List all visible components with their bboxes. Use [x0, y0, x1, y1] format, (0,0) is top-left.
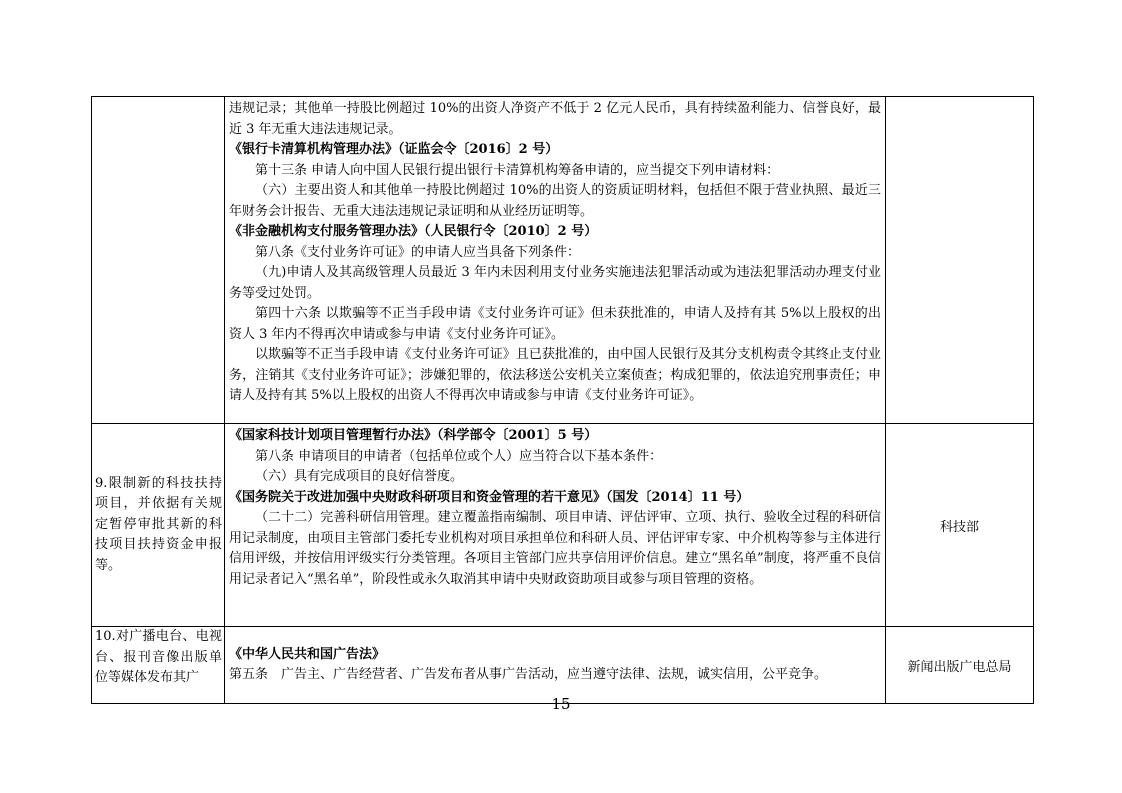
table-row [92, 424, 1034, 627]
page-number: 15 [551, 695, 571, 713]
basis-cell [225, 97, 886, 424]
text-line: 第八条 申请项目的申请者（包括单位或个人）应当符合以下基本条件： [255, 448, 663, 464]
text-line: 第四十六条 以欺骗等不正当手段申请《支付业务许可证》但未获批准的，申请人及持有其 5%以上股权的出资人 3 年内不得再次申请或参与申请《支付业务许可证》。 [229, 306, 881, 342]
table-row [92, 627, 1034, 704]
law-title: 《中华人民共和国广告法》 [229, 646, 386, 662]
text-line: （二十二）完善科研信用管理。建立覆盖指南编制、项目申请、评估评审、立项、执行、验收全过程的科研信用记录制度，由项目主管部门委托专业机构对项目承担单位和科研人员、评估评审专家、中介机构等参与主体进行信用评级，并按信用评级实行分类管理。各项目主管部门应共享信用评价信息。建立“黑名单”制度，将严重不良信用记录者记入“黑名单”，阶段性或永久取消其申请中央财政资助项目或参与项目管理的资格。 [229, 510, 881, 587]
measure-cell: 9.限制新的科技扶持项目，并依据有关规定暂停审批其新的科技项目扶持资金申报等。 [92, 424, 225, 627]
text-line: （九)申请人及其高级管理人员最近 3 年内未因利用支付业务实施违法犯罪活动或为违法犯罪活动办理支付业务等受过处罚。 [229, 265, 881, 301]
department-cell: 科技部 [886, 424, 1034, 627]
table-row [92, 97, 1034, 424]
basis-cell [225, 424, 886, 627]
text-line: 以欺骗等不正当手段申请《支付业务许可证》且已获批准的，由中国人民银行及其分支机构责令其终止支付业务，注销其《支付业务许可证》；涉嫌犯罪的，依法移送公安机关立案侦查；构成犯罪的，依法追究刑事责任；申请人及持有其 5%以上股权的出资人不得再次申请或参与申请《支付业务许可证》。 [229, 347, 881, 403]
law-title: 《非金融机构支付服务管理办法》（人民银行令〔2010〕2 号） [229, 224, 598, 239]
measure-cell [92, 97, 225, 424]
text-line: 违规记录；其他单一持股比例超过 10%的出资人净资产不低于 2 亿元人民币，具有持续盈利能力、信誉良好，最近 3 年无重大违法违规记录。 [229, 101, 881, 137]
basis-cell [225, 627, 886, 704]
law-title: 《国家科技计划项目管理暂行办法》（科学部令〔2001〕5 号） [229, 428, 598, 443]
law-title: 《银行卡清算机构管理办法》（证监会令〔2016〕2 号） [229, 142, 559, 157]
measure-cell: 10.对广播电台、电视台、报刊音像出版单位等媒体发布其广 [92, 627, 225, 704]
text-line: 第五条 广告主、广告经营者、广告发布者从事广告活动，应当遵守法律、法规，诚实信用，公平竞争。 [229, 667, 828, 682]
text-line: 第十三条 申请人向中国人民银行提出银行卡清算机构筹备申请的，应当提交下列申请材料： [255, 162, 780, 178]
department-cell [886, 97, 1034, 424]
law-title: 《国务院关于改进加强中央财政科研项目和资金管理的若干意见》（国发〔2014〕11 号） [229, 489, 750, 505]
department-cell: 新闻出版广电总局 [886, 627, 1034, 704]
text-line: 第八条《支付业务许可证》的申请人应当具备下列条件： [255, 244, 581, 260]
text-line: （六）具有完成项目的良好信誉度。 [255, 469, 464, 484]
text-line: （六）主要出资人和其他单一持股比例超过 10%的出资人的资质证明材料，包括但不限于营业执照、最近三年财务会计报告、无重大违法违规记录证明和从业经历证明等。 [229, 183, 881, 219]
regulation-table [91, 96, 1034, 704]
